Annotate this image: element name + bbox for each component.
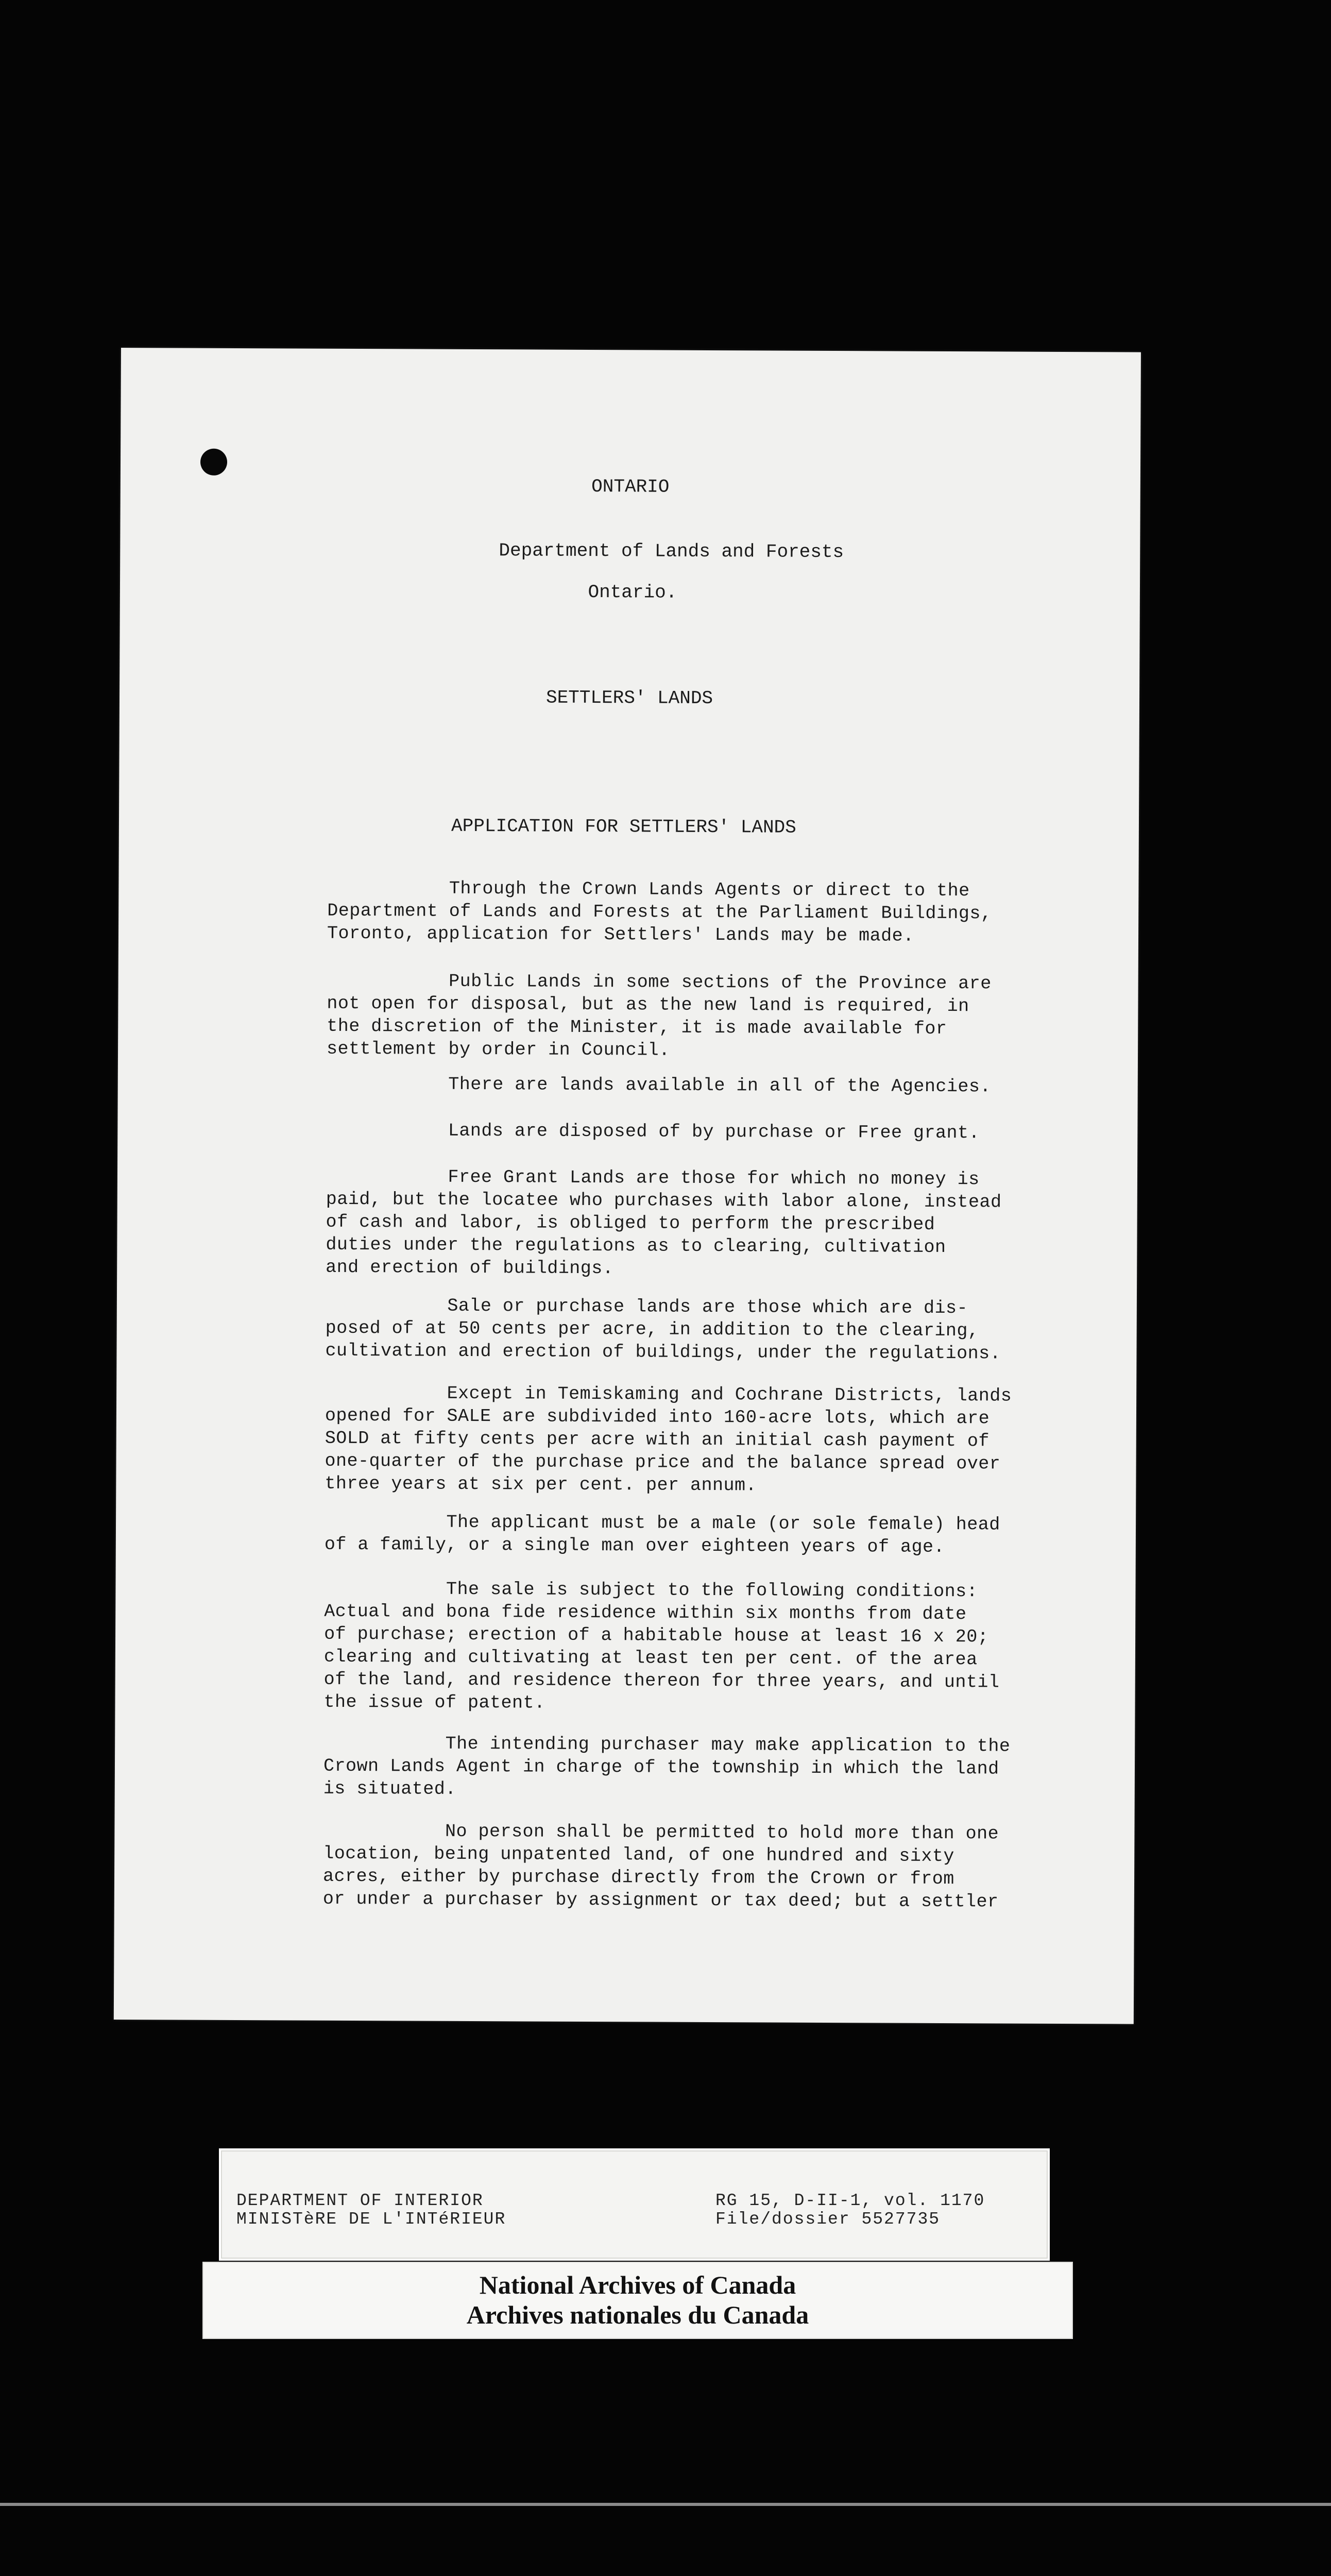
text-line: Public Lands in some sections of the Province are (327, 970, 992, 994)
text-line: acres, either by purchase directly from the Crown or from (322, 1866, 954, 1890)
archives-name-fr: Archives nationales du Canada (466, 2300, 809, 2329)
text-line: three years at six per cent. per annum. (325, 1473, 757, 1496)
text-line: location, being unpatented land, of one hundred and sixty (323, 1843, 955, 1867)
paragraph (325, 1294, 1001, 1365)
text-line: opened for SALE are subdivided into 160-acre lots, which are (325, 1405, 990, 1429)
bottom-rule (0, 2503, 1331, 2506)
text-line: Sale or purchase lands are those which are dis- (325, 1295, 968, 1319)
document-page (114, 348, 1141, 2024)
text-line: The applicant must be a male (or sole female) head (324, 1511, 1000, 1535)
text-line: No person shall be permitted to hold more than one (323, 1820, 999, 1844)
text-line: Department of Lands and Forests at the Parliament Buildings, (327, 900, 992, 924)
text-line: posed of at 50 cents per acre, in addition to the clearing, (325, 1317, 979, 1342)
record-group-ref: RG 15, D-II-1, vol. 1170 (715, 2191, 985, 2210)
text-line: is situated. (323, 1778, 456, 1800)
province-heading: ONTARIO (591, 476, 670, 498)
paragraph (325, 1511, 1000, 1559)
text-line: of a family, or a single man over eighteen years of age. (324, 1534, 945, 1557)
paragraph (325, 1382, 1012, 1498)
paragraph (323, 1820, 999, 1913)
department-names (236, 2192, 506, 2229)
department-label (219, 2148, 1050, 2261)
text-line: SOLD at fifty cents per acre with an initial cash payment of (325, 1428, 990, 1452)
text-line: duties under the regulations as to clearing, cultivation (326, 1234, 946, 1258)
dept-fr: MINISTèRE DE L'INTéRIEUR (236, 2210, 506, 2229)
text-line: one-quarter of the purchase price and the balance spread over (325, 1450, 1001, 1475)
text-line: of cash and labor, is obliged to perform the prescribed (326, 1211, 935, 1235)
text-line: Crown Lands Agent in charge of the township in which the land (323, 1755, 999, 1780)
text-line: the issue of patent. (323, 1691, 545, 1714)
paragraph (327, 970, 992, 1063)
paragraph (326, 1119, 980, 1145)
text-line: or under a purchaser by assignment or tax deed; but a settler (322, 1888, 999, 1912)
text-line: Through the Crown Lands Agents or direct to the (327, 877, 970, 902)
text-line: clearing and cultivating at least ten per cent. of the area (323, 1646, 978, 1670)
file-number: File/dossier 5527735 (715, 2210, 941, 2229)
text-line: and erection of buildings. (326, 1257, 614, 1279)
archives-banner (202, 2262, 1073, 2339)
place-heading: Ontario. (588, 581, 677, 603)
section-heading: SETTLERS' LANDS (545, 687, 713, 709)
paragraph (323, 1578, 1000, 1717)
text-line: Actual and bona fide residence within six months from date (324, 1601, 967, 1625)
text-line: of the land, and residence thereon for three years, and until (323, 1669, 1000, 1693)
text-line: Free Grant Lands are those for which no money is (326, 1166, 980, 1190)
text-line: not open for disposal, but as the new land is required, in (327, 993, 969, 1017)
text-line: of purchase; erection of a habitable house at least 16 x 20; (324, 1623, 989, 1648)
text-line: The intending purchaser may make application to the (323, 1733, 1011, 1757)
text-line: settlement by order in Council. (326, 1038, 670, 1061)
text-line: Toronto, application for Settlers' Lands may be made. (327, 923, 914, 946)
paragraph (323, 1732, 1011, 1803)
document-title: APPLICATION FOR SETTLERS' LANDS (451, 815, 796, 838)
archives-name-en: National Archives of Canada (479, 2270, 796, 2299)
file-reference (715, 2192, 985, 2229)
text-line: Lands are disposed of by purchase or Free grant. (326, 1120, 980, 1144)
text-line: paid, but the locatee who purchases with labor alone, instead (326, 1189, 1002, 1213)
dept-en: DEPARTMENT OF INTERIOR (236, 2191, 484, 2210)
paragraph (326, 1165, 1002, 1282)
text-line: The sale is subject to the following conditions: (324, 1578, 978, 1602)
text-line: Except in Temiskaming and Cochrane Districts, lands (325, 1382, 1012, 1406)
text-line: cultivation and erection of buildings, under the regulations. (325, 1340, 1001, 1364)
text-line: the discretion of the Minister, it is made available for (327, 1015, 947, 1040)
paragraph (327, 877, 992, 948)
paragraph (327, 1073, 991, 1098)
department-heading: Department of Lands and Forests (499, 540, 844, 563)
punch-hole (200, 449, 227, 476)
text-line: There are lands available in all of the Agencies. (326, 1073, 992, 1097)
